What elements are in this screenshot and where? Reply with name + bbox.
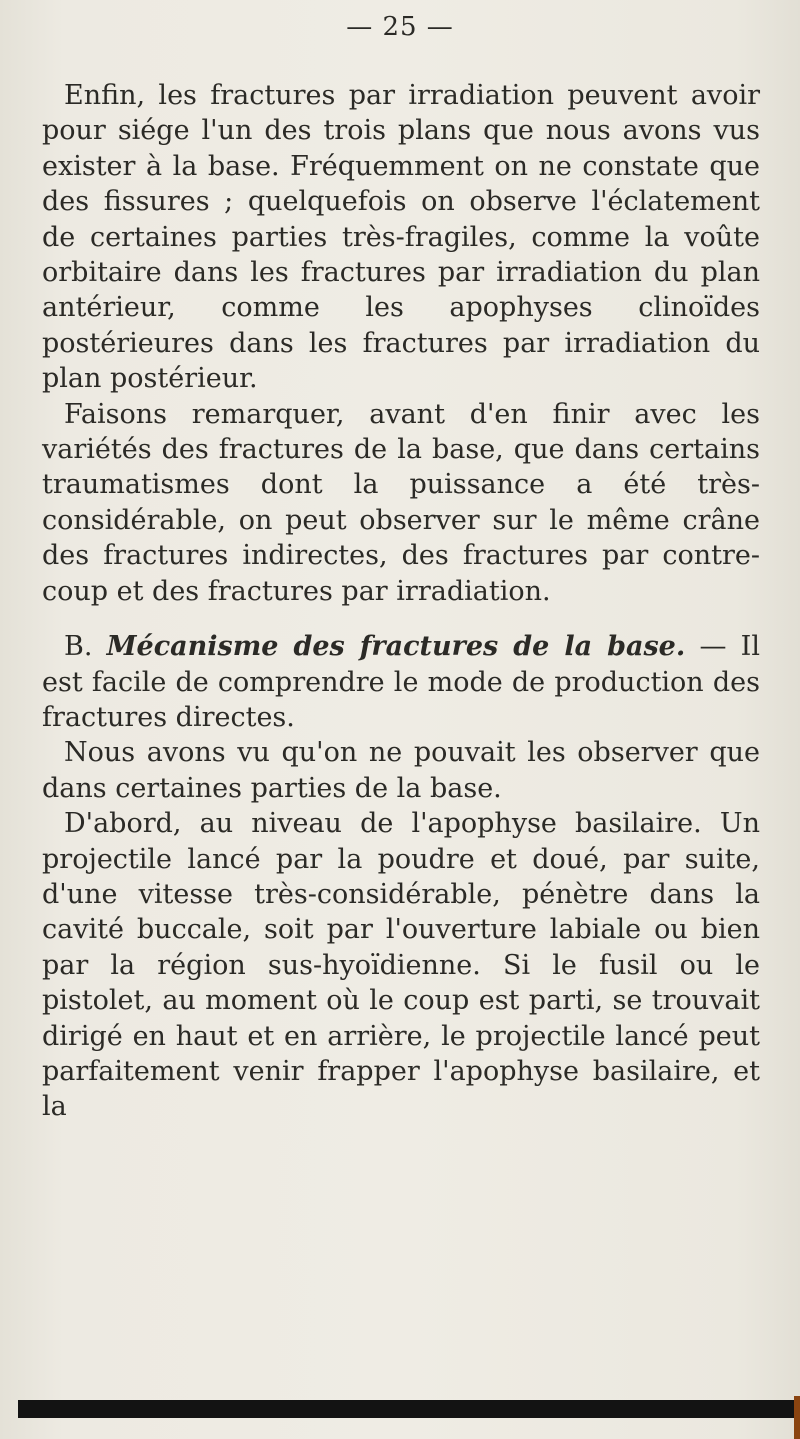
section-mecanisme — [42, 629, 760, 735]
section-heading: Mécanisme des fractures de la base. — [106, 631, 686, 663]
bottom-edge-bar — [18, 1400, 800, 1418]
paragraph-varietes: Faisons remarquer, avant d'en finir avec les variétés des fractures de la base, que dans certains traumatismes dont la puissance a été très-considérable, on peut observer sur le même crâne des fractures indirectes, des fractures par contre-coup et des fractures par irradiation. — [42, 398, 760, 607]
page-number: — 25 — — [346, 12, 454, 42]
body-text — [42, 78, 760, 1125]
page-edge-mark — [794, 1396, 800, 1439]
paragraph-irradiation: Enfin, les fractures par irradiation peuvent avoir pour siége l'un des trois plans que nous avons vus exister à la base. Fréquemment on ne constate que des fissures ; quelquefois on observe l'éclatement de certaines parties très-fragiles, comme la voûte orbitaire dans les fractures par irradiation du plan antérieur, comme les apophyses clinoïdes postérieures dans les fractures par irradiation du plan postérieur. — [42, 80, 760, 395]
paragraph-observer: Nous avons vu qu'on ne pouvait les observer que dans certaines parties de la base. — [42, 737, 760, 804]
section-prefix: B. — [64, 631, 93, 663]
paragraph-apophyse: D'abord, au niveau de l'apophyse basilaire. Un projectile lancé par la poudre et doué, par suite, d'une vitesse très-considérable, pénètre dans la cavité buccale, soit par l'ouverture labiale ou bien par la région sus-hyoïdienne. Si le fusil ou le pistolet, au moment où le coup est parti, se trouvait dirigé en haut et en arrière, le projectile lancé peut parfaitement venir frapper l'apophyse basilaire, et la — [42, 808, 760, 1123]
section-heading-rest: — Il est facile de comprendre le mode de production des fractures directes. — [42, 631, 760, 733]
